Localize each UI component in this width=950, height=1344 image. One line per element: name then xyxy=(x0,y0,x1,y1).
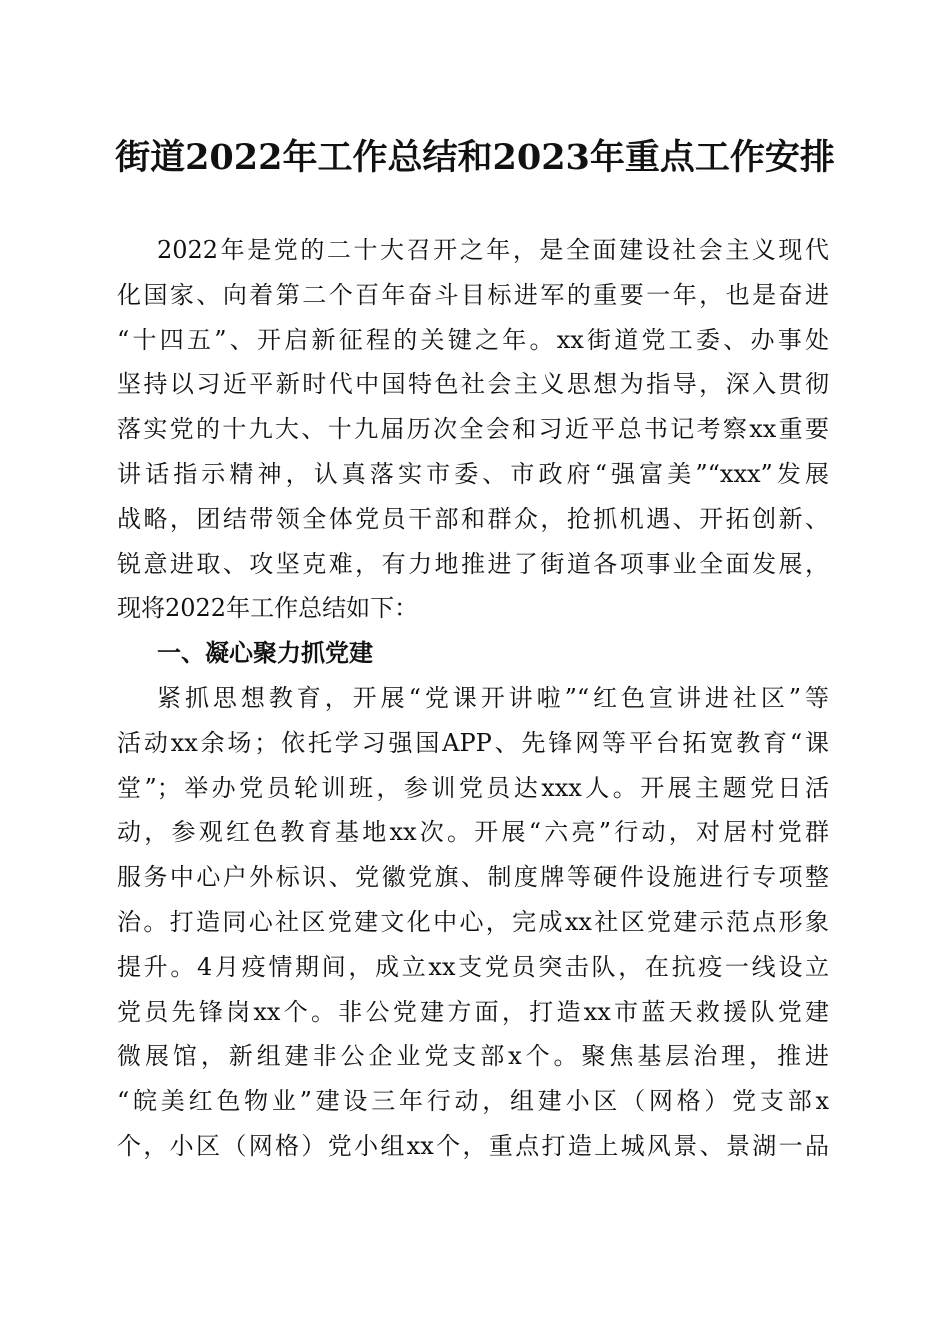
paragraph-line: 活动xx余场；依托学习强国APP、先锋网等平台拓宽教育“课 xyxy=(117,728,829,757)
paragraph-line: 讲话指示精神，认真落实市委、市政府“强富美”“xxx”发展 xyxy=(117,459,829,488)
paragraph-line: “十四五”、开启新征程的关键之年。xx街道党工委、办事处 xyxy=(117,325,829,354)
paragraph-line: 2022年是党的二十大召开之年，是全面建设社会主义现代 xyxy=(157,236,829,264)
paragraph-line: 坚持以习近平新时代中国特色社会主义思想为指导，深入贯彻 xyxy=(117,370,829,399)
paragraph-line: 动，参观红色教育基地xx次。开展“六亮”行动，对居村党群 xyxy=(117,818,829,847)
paragraph-line: 化国家、向着第二个百年奋斗目标进军的重要一年，也是奋进 xyxy=(117,280,829,309)
paragraph-line: 党员先锋岗xx个。非公党建方面，打造xx市蓝天救援队党建 xyxy=(117,997,829,1026)
paragraph-line: 提升。4月疫情期间，成立xx支党员突击队，在抗疫一线设立 xyxy=(117,952,829,981)
paragraph-line: 紧抓思想教育，开展“党课开讲啦”“红色宣讲进社区”等 xyxy=(157,683,829,712)
paragraph-line: 个，小区（网格）党小组xx个，重点打造上城风景、景湖一品 xyxy=(117,1131,829,1160)
paragraph-line: “皖美红色物业”建设三年行动，组建小区（网格）党支部x xyxy=(117,1087,829,1116)
paragraph-line: 服务中心户外标识、党徽党旗、制度牌等硬件设施进行专项整 xyxy=(117,863,829,892)
paragraph-line: 现将2022年工作总结如下： xyxy=(117,594,419,623)
paragraph-line: 微展馆，新组建非公企业党支部x个。聚焦基层治理，推进 xyxy=(117,1042,829,1071)
document-body xyxy=(117,228,829,1169)
paragraph-line: 堂”；举办党员轮训班，参训党员达xxx人。开展主题党日活 xyxy=(117,773,829,802)
paragraph-line: 落实党的十九大、十九届历次全会和习近平总书记考察xx重要 xyxy=(117,415,829,444)
document-title: 街道2022年工作总结和2023年重点工作安排 xyxy=(115,137,835,178)
paragraph-line: 治。打造同心社区党建文化中心，完成xx社区党建示范点形象 xyxy=(117,907,829,936)
section-heading: 一、凝心聚力抓党建 xyxy=(157,639,373,668)
paragraph-line: 锐意进取、攻坚克难，有力地推进了街道各项事业全面发展， xyxy=(117,549,829,578)
paragraph-line: 战略，团结带领全体党员干部和群众，抢抓机遇、开拓创新、 xyxy=(117,504,829,533)
